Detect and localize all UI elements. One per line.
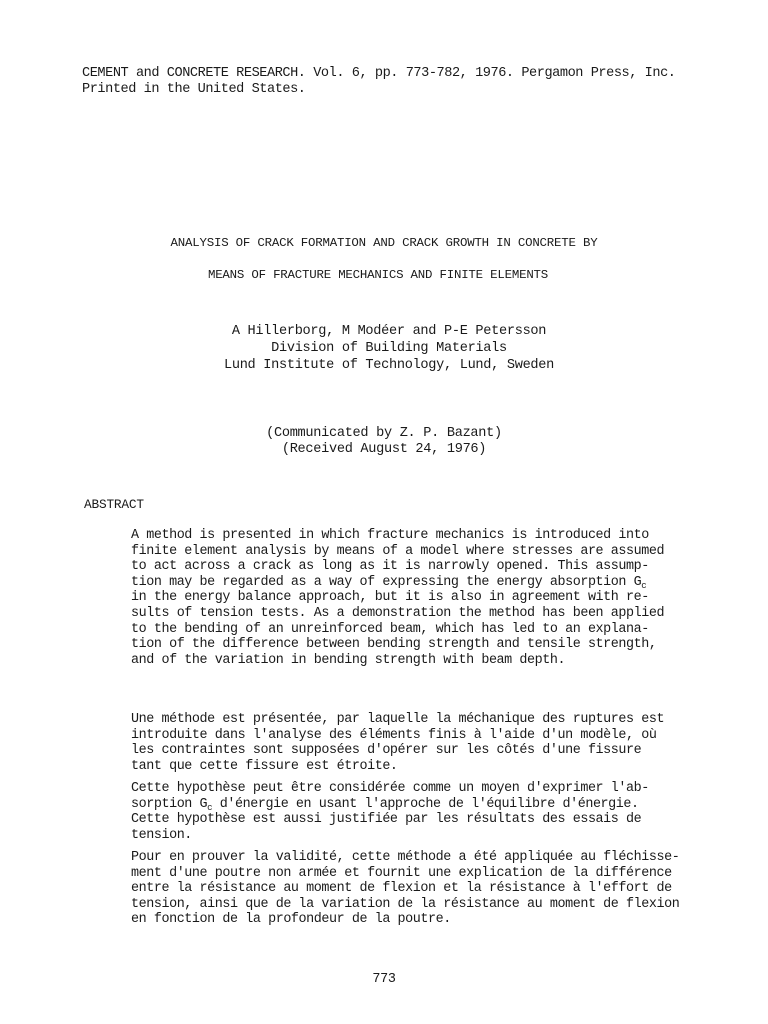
author-division: Division of Building Materials: [271, 341, 507, 356]
abstract-line: tion of the difference between bending strength and tensile strength,: [131, 637, 657, 653]
abstract-french-paragraph-1: [131, 712, 691, 774]
paper-title-line-2: MEANS OF FRACTURE MECHANICS AND FINITE ELEMENTS: [207, 268, 549, 282]
communicated-by: (Communicated by Z. P. Bazant): [266, 426, 502, 441]
abstract-line: finite element analysis by means of a model where stresses are assumed: [131, 543, 665, 559]
abstract-line: entre la résistance au moment de flexion et la résistance à l'effort de: [131, 881, 672, 897]
abstract-line: introduite dans l'analyse des éléments finis à l'aide d'un modèle, où: [131, 727, 657, 743]
abstract-line: Cette hypothèse est aussi justifiée par les résultats des essais de: [131, 812, 642, 828]
abstract-line: Une méthode est présentée, par laquelle la méchanique des ruptures est: [131, 712, 665, 727]
communication-block: [0, 426, 768, 458]
author-names: A Hillerborg, M Modéer and P-E Petersson: [231, 324, 547, 339]
abstract-line: ment d'une poutre non armée et fournit une explication de la différence: [131, 865, 672, 881]
abstract-french-paragraph-2: [131, 781, 691, 843]
abstract-text: tion may be regarded as a way of expressing the energy absorption G: [131, 574, 642, 590]
abstract-line: A method is presented in which fracture mechanics is introduced into: [131, 528, 649, 543]
journal-citation: [82, 66, 722, 98]
received-date: (Received August 24, 1976): [281, 442, 487, 457]
abstract-line: Pour en prouver la validité, cette méthode a été appliquée au fléchisse-: [131, 850, 680, 865]
abstract-french-paragraph-3: [131, 850, 691, 928]
citation-line-1: CEMENT and CONCRETE RESEARCH. Vol. 6, pp. 773-782, 1976. Pergamon Press, Inc.: [82, 66, 676, 81]
paper-title-line-1: ANALYSIS OF CRACK FORMATION AND CRACK GROWTH IN CONCRETE BY: [170, 236, 598, 250]
subscript-c: c: [641, 580, 647, 591]
abstract-line: sults of tension tests. As a demonstration the method has been applied: [131, 605, 665, 621]
author-institute: Lund Institute of Technology, Lund, Sweden: [223, 358, 555, 373]
abstract-line: [131, 797, 691, 813]
abstract-line: and of the variation in bending strength with beam depth.: [131, 652, 566, 668]
abstract-line: en fonction de la profondeur de la poutre.: [131, 912, 451, 928]
abstract-heading: ABSTRACT: [84, 497, 144, 512]
abstract-line: tension.: [131, 827, 192, 843]
abstract-line: Cette hypothèse peut être considérée comme un moyen d'exprimer l'ab-: [131, 781, 649, 796]
abstract-line: [131, 575, 691, 591]
page-number: 773: [372, 972, 396, 987]
abstract-line: to the bending of an unreinforced beam, which has led to an explana-: [131, 621, 649, 637]
citation-line-2: Printed in the United States.: [82, 82, 306, 97]
abstract-line: les contraintes sont supposées d'opérer sur les côtés d'une fissure: [131, 743, 642, 759]
abstract-text: sorption G: [131, 796, 208, 812]
abstract-line: to act across a crack as long as it is narrowly opened. This assump-: [131, 559, 649, 575]
abstract-line: in the energy balance approach, but it is also in agreement with re-: [131, 590, 649, 606]
abstract-text: d'énergie en usant l'approche de l'équilibre d'énergie.: [212, 796, 639, 812]
abstract-english-paragraph: [131, 528, 691, 668]
abstract-line: tant que cette fissure est étroite.: [131, 758, 398, 774]
abstract-line: tension, ainsi que de la variation de la résistance au moment de flexion: [131, 896, 680, 912]
subscript-c: c: [207, 802, 213, 813]
author-block: [0, 323, 768, 374]
